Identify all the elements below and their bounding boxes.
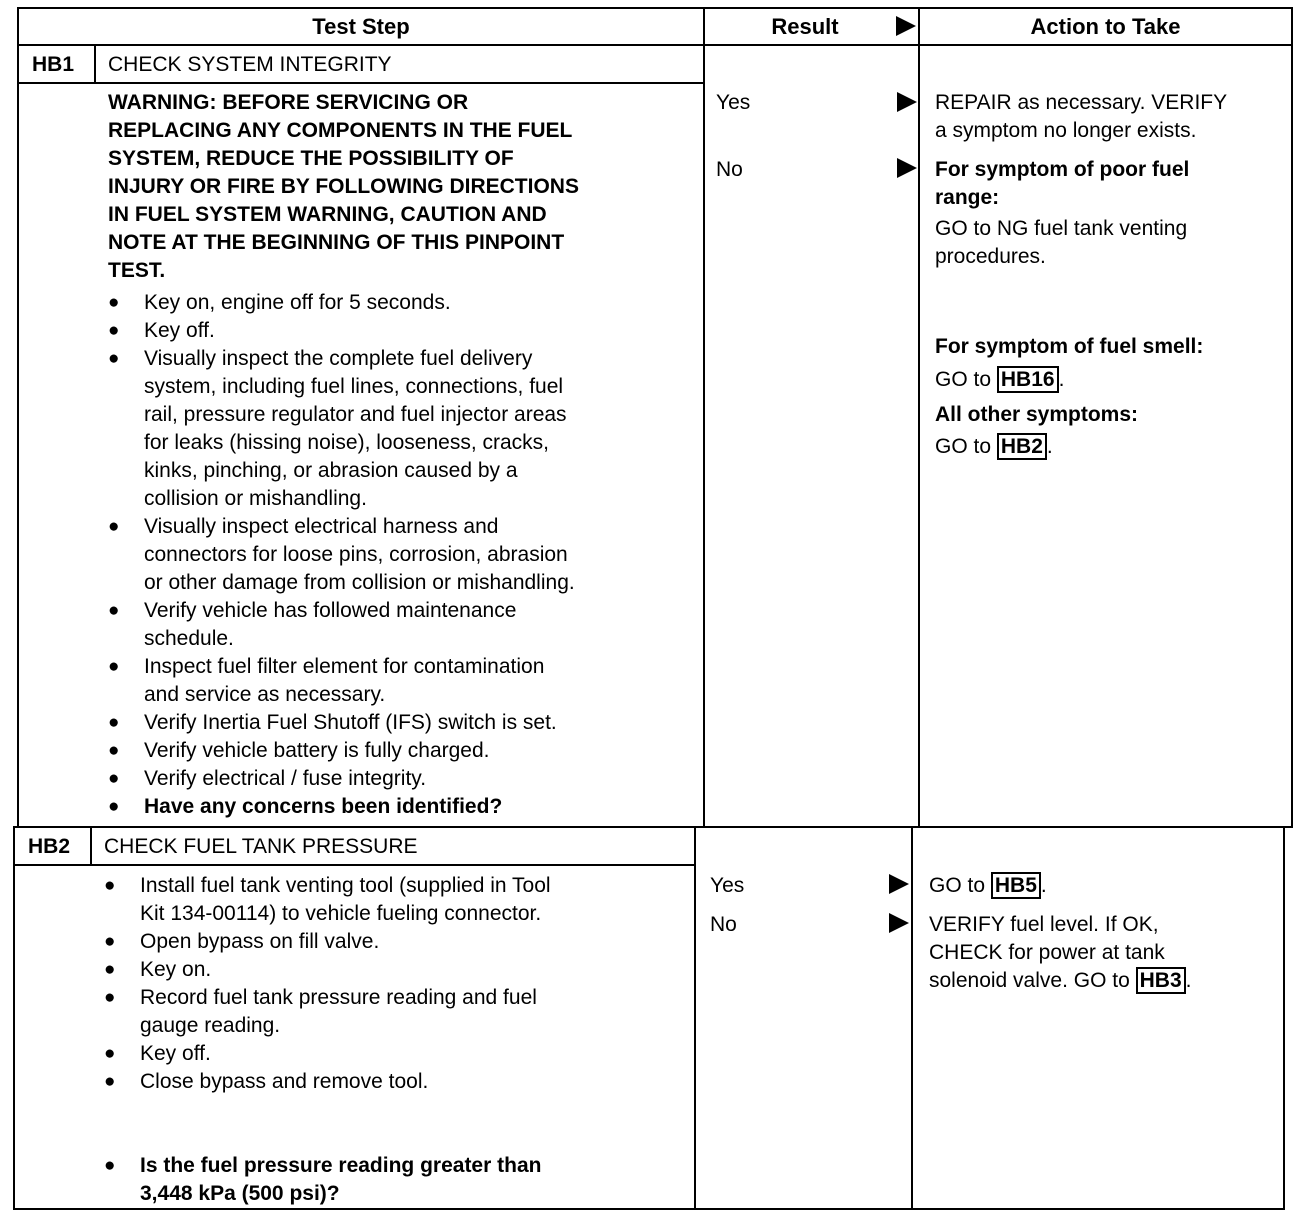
hb1-no-other-heading: All other symptoms: — [935, 403, 1139, 426]
table-border-left — [17, 7, 19, 827]
step-line: ● Install fuel tank venting tool (supplied in Tool — [140, 874, 551, 897]
result-divider — [918, 7, 920, 827]
hb2-question-line: 3,448 kPa (500 psi)? — [140, 1182, 340, 1205]
hb1-warning-line: NOTE AT THE BEGINNING OF THIS PINPOINT — [108, 231, 565, 254]
hb1-step-list — [108, 289, 575, 821]
list-item — [104, 872, 551, 928]
list-item — [108, 765, 575, 793]
hb1-no-poor-range-heading: range: — [935, 186, 1000, 209]
step-line: rail, pressure regulator and fuel injector areas — [144, 403, 567, 426]
hb2-step-list — [104, 872, 551, 1096]
table-border-left-lower — [13, 827, 15, 1209]
step-line: system, including fuel lines, connections, fuel — [144, 375, 564, 398]
list-item — [104, 956, 551, 984]
hb2-yes-arrow-icon — [889, 874, 909, 894]
hb2-action-no-line: solenoid valve. GO to HB3 . — [929, 969, 1192, 992]
step-line: connectors for loose pins, corrosion, abrasion — [144, 543, 568, 566]
list-item — [104, 1068, 551, 1096]
step-line: schedule. — [144, 627, 234, 650]
goto-prefix: GO to — [935, 435, 992, 458]
hb1-warning-line: IN FUEL SYSTEM WARNING, CAUTION AND — [108, 203, 547, 226]
hb2-id-divider — [90, 828, 92, 865]
hb1-action-yes-line: REPAIR as necessary. VERIFY — [935, 91, 1228, 114]
table-border-right — [1291, 7, 1293, 827]
list-item — [108, 653, 575, 709]
hb2-action-no-text: solenoid valve. GO to — [929, 969, 1130, 992]
hb1-id-divider — [94, 46, 96, 83]
hb2-question-bullet: ● — [104, 1155, 116, 1176]
step-line: ● Key on. — [140, 958, 212, 981]
hb1-no-poor-range-action: GO to NG fuel tank venting — [935, 217, 1188, 240]
step-line: ● Verify Inertia Fuel Shutoff (IFS) switch is set. — [144, 711, 557, 734]
row-separator — [13, 826, 1293, 828]
step-line: for leaks (hissing noise), looseness, cracks, — [144, 431, 549, 454]
table-border-bottom — [13, 1208, 1285, 1210]
header-arrow-icon — [896, 16, 916, 36]
step-line: ● Key off. — [144, 319, 215, 342]
list-item — [108, 345, 575, 513]
goto-prefix: GO to — [935, 368, 992, 391]
hb1-result-yes: Yes — [716, 91, 751, 114]
hb1-yes-arrow-icon — [897, 92, 917, 112]
step-line: ● Visually inspect electrical harness and — [144, 515, 499, 538]
step-line: collision or mishandling. — [144, 487, 367, 510]
list-item — [104, 928, 551, 956]
goto-prefix: GO to — [929, 874, 986, 897]
hb1-result-no: No — [716, 158, 743, 181]
result-divider-lower — [911, 827, 913, 1209]
hb2-question-line: Is the fuel pressure reading greater than — [140, 1154, 542, 1177]
list-item — [108, 709, 575, 737]
hb1-warning-line: INJURY OR FIRE BY FOLLOWING DIRECTIONS — [108, 175, 579, 198]
hb1-warning-line: TEST. — [108, 259, 166, 282]
step-line: ● Record fuel tank pressure reading and fuel — [140, 986, 537, 1009]
hb16-link[interactable]: HB16 — [997, 366, 1059, 393]
hb1-action-yes-line: a symptom no longer exists. — [935, 119, 1197, 142]
hb2-result-no: No — [710, 913, 737, 936]
list-item — [108, 513, 575, 597]
question-line: ● Have any concerns been identified? — [144, 795, 503, 818]
step-line: kinks, pinching, or abrasion caused by a — [144, 459, 518, 482]
hb2-action-no-line: VERIFY fuel level. If OK, — [929, 913, 1159, 936]
hb2-no-arrow-icon — [889, 913, 909, 933]
header-action: Action to Take — [1030, 14, 1181, 39]
hb2-title-bottom — [13, 864, 696, 866]
step-line: ● Inspect fuel filter element for contamination — [144, 655, 545, 678]
list-item — [108, 289, 575, 317]
hb1-no-poor-range-heading: For symptom of poor fuel — [935, 158, 1190, 181]
hb1-no-other-action: GO to HB2 . — [935, 435, 1053, 458]
hb1-no-smell-heading: For symptom of fuel smell: — [935, 335, 1204, 358]
hb2-title: CHECK FUEL TANK PRESSURE — [104, 835, 418, 858]
list-item — [108, 737, 575, 765]
step-line: ● Verify electrical / fuse integrity. — [144, 767, 427, 790]
list-item — [104, 1040, 551, 1068]
hb2-id: HB2 — [28, 835, 71, 858]
table-border-right-lower — [1283, 827, 1285, 1209]
list-item-question — [108, 793, 575, 821]
hb1-no-smell-action: GO to HB16 . — [935, 368, 1065, 391]
step-line: ● Open bypass on fill valve. — [140, 930, 380, 953]
hb2-result-yes: Yes — [710, 874, 745, 897]
step-line: ● Close bypass and remove tool. — [140, 1070, 429, 1093]
hb2-action-yes: GO to HB5 . — [929, 874, 1047, 897]
test-step-divider — [703, 7, 705, 827]
hb1-warning-line: WARNING: BEFORE SERVICING OR — [108, 91, 469, 114]
hb1-warning-line: REPLACING ANY COMPONENTS IN THE FUEL — [108, 119, 573, 142]
step-line: ● Verify vehicle has followed maintenance — [144, 599, 517, 622]
list-item — [104, 984, 551, 1040]
header-result: Result — [771, 14, 839, 39]
test-step-divider-lower — [694, 827, 696, 1209]
hb1-title: CHECK SYSTEM INTEGRITY — [108, 53, 392, 76]
hb1-no-arrow-icon — [897, 158, 917, 178]
hb1-warning — [108, 89, 579, 285]
hb1-no-poor-range-action: procedures. — [935, 245, 1046, 268]
step-line: or other damage from collision or mishandling. — [144, 571, 575, 594]
hb1-warning-line: SYSTEM, REDUCE THE POSSIBILITY OF — [108, 147, 514, 170]
step-line: gauge reading. — [140, 1014, 281, 1037]
list-item — [108, 597, 575, 653]
hb3-link[interactable]: HB3 — [1136, 967, 1186, 994]
list-item — [108, 317, 575, 345]
step-line: ● Key off. — [140, 1042, 211, 1065]
step-line: ● Visually inspect the complete fuel delivery — [144, 347, 533, 370]
header-test-step: Test Step — [312, 14, 410, 39]
step-line: ● Verify vehicle battery is fully charged. — [144, 739, 490, 762]
header-bottom-rule — [17, 44, 1293, 46]
step-line: ● Key on, engine off for 5 seconds. — [144, 291, 451, 314]
hb1-title-bottom — [17, 82, 705, 84]
hb5-link[interactable]: HB5 — [991, 872, 1041, 899]
step-line: and service as necessary. — [144, 683, 386, 706]
hb1-id: HB1 — [32, 53, 75, 76]
hb2-link[interactable]: HB2 — [997, 433, 1047, 460]
step-line: Kit 134-00114) to vehicle fueling connector. — [140, 902, 542, 925]
hb2-action-no-line: CHECK for power at tank — [929, 941, 1165, 964]
